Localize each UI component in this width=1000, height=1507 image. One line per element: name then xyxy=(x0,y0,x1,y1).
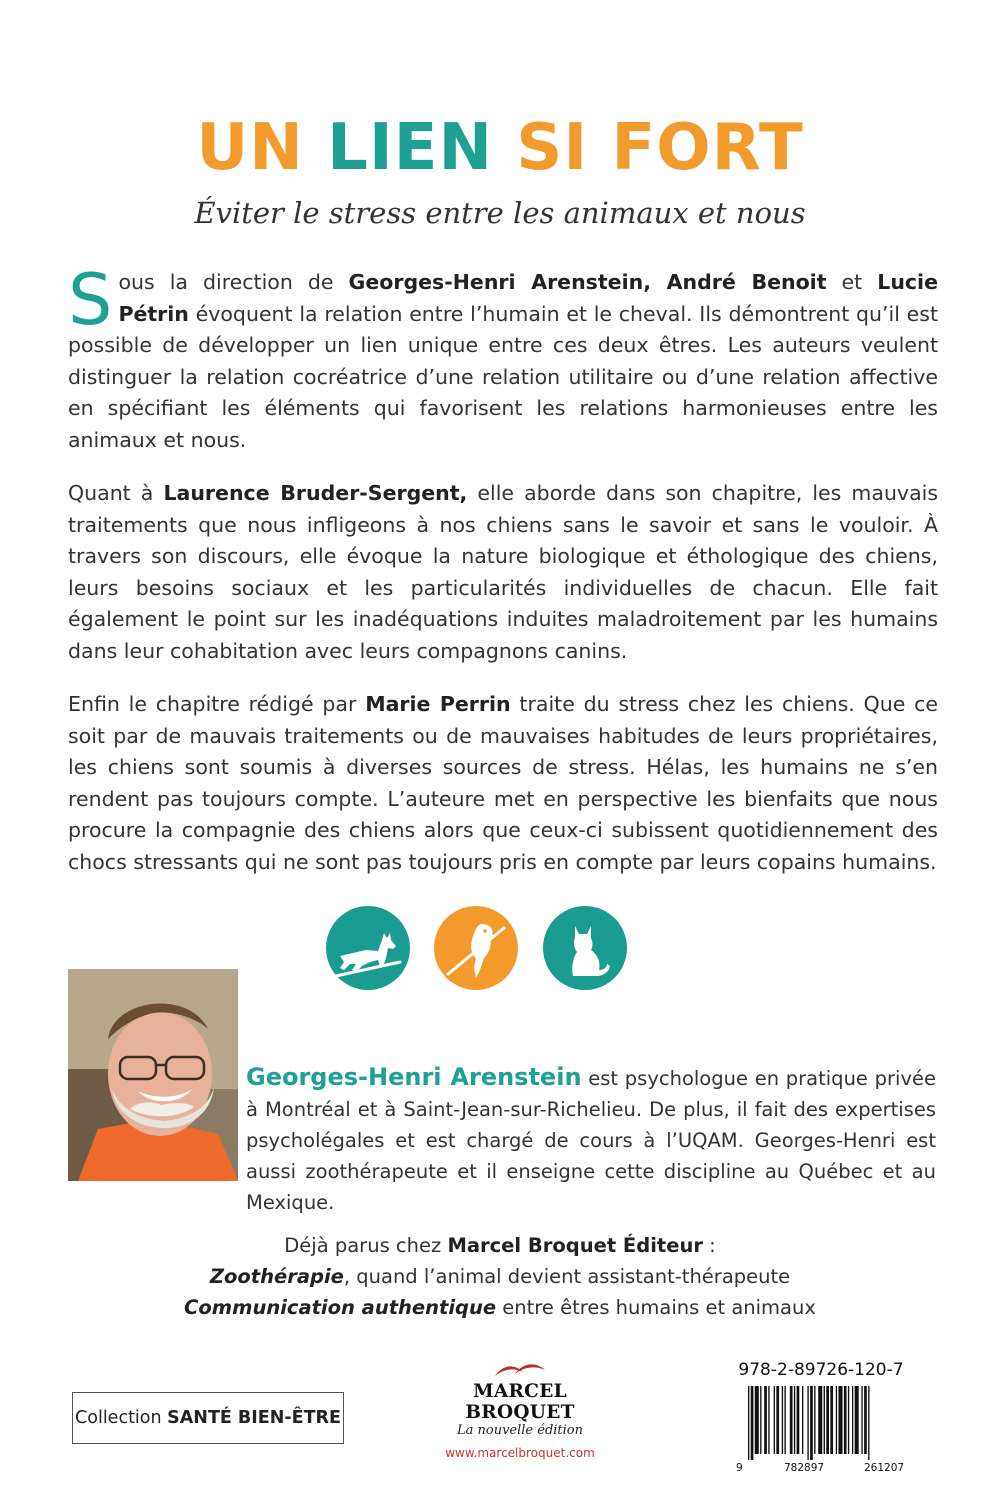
author-bio xyxy=(246,1062,936,1218)
p3-text-1: Enfin le chapitre rédigé par xyxy=(68,692,366,716)
barcode-digits-middle: 782897 xyxy=(784,1462,825,1474)
barcode-bar xyxy=(802,1386,803,1454)
barcode-bar xyxy=(814,1386,815,1454)
p3-text-2: traite du stress chez les chiens. Que ce soit par de mauvais traitements ou de mauvaises habitudes de leurs propriétaires, les chiens sont soumis à diverses sources de stress. Hélas, les humains ne s’en rendent pas toujours compte. L’auteure met en perspective les bienfaits que nous procure la compagnie des chiens alors que ceux-ci subissent quotidiennement des chocs stressants qui ne sont pas toujours pris en compte par leurs copains humains. xyxy=(68,692,938,874)
barcode-bar xyxy=(751,1386,754,1460)
barcode-bar xyxy=(826,1386,829,1454)
title-word-un: UN xyxy=(196,111,304,185)
barcode-bar xyxy=(855,1386,859,1454)
author-photo xyxy=(68,969,238,1181)
barcode-bar xyxy=(784,1386,785,1454)
book-title xyxy=(0,108,1000,188)
description-paragraph-1 xyxy=(68,259,938,457)
prev-publisher: Marcel Broquet Éditeur xyxy=(447,1234,703,1257)
prev-book-desc-1: , quand l’animal devient assistant-thérapeute xyxy=(343,1265,791,1288)
title-word-si-fort: SI FORT xyxy=(516,111,804,185)
p2-text-2: elle aborde dans son chapitre, les mauvais traitements que nous infligeons à nos chiens sans le savoir et sans le vouloir. À travers son discours, elle évoque la nature biologique et éthologique des chiens, leurs besoins sociaux et les particularités individuelles de chacun. Elle fait également le point sur les inadéquations induites maladroitement par les humains dans leur cohabitation avec leurs compagnons canins. xyxy=(68,481,939,663)
cat-icon xyxy=(543,906,627,990)
collection-prefix: Collection xyxy=(75,1408,168,1428)
barcode-bar xyxy=(844,1386,847,1454)
prev-book-desc-2: entre êtres humains et animaux xyxy=(496,1296,816,1319)
book-subtitle: Éviter le stress entre les animaux et nous xyxy=(194,196,806,230)
publisher-name: MARCEL BROQUET xyxy=(465,1381,575,1423)
barcode-bar xyxy=(760,1386,761,1454)
parrot-icon xyxy=(434,906,518,990)
barcode-digit-first: 9 xyxy=(736,1462,743,1474)
barcode-bar xyxy=(864,1386,867,1454)
barcode-bar xyxy=(824,1386,825,1454)
p1-authors-bold: Georges-Henri Arenstein, André Benoit xyxy=(348,270,827,294)
barcode-bar xyxy=(790,1386,793,1454)
barcode-bar xyxy=(768,1386,769,1454)
barcode-bar xyxy=(774,1386,775,1454)
dog-icon xyxy=(326,906,410,990)
barcode-bar xyxy=(848,1386,849,1454)
publisher-url[interactable]: www.marcelbroquet.com xyxy=(445,1446,595,1460)
prev-line-3 xyxy=(0,1292,1000,1323)
prev-prefix: Déjà parus chez xyxy=(284,1234,448,1257)
barcode-bar xyxy=(755,1386,759,1454)
barcode-bar xyxy=(794,1386,795,1454)
description-paragraph-3 xyxy=(68,689,938,879)
barcode-bar xyxy=(764,1386,767,1454)
publisher-tagline: La nouvelle édition xyxy=(456,1423,584,1438)
barcode-bar xyxy=(797,1386,800,1454)
barcode-bar xyxy=(868,1386,869,1460)
barcode-digits-last: 261207 xyxy=(864,1462,905,1474)
barcode-bar xyxy=(776,1386,779,1454)
previously-published xyxy=(0,1230,1000,1323)
barcode-bar xyxy=(748,1386,749,1460)
drop-cap: S xyxy=(68,259,113,341)
barcode-bar xyxy=(830,1386,833,1454)
barcode-bar xyxy=(818,1386,822,1454)
p1-text-2: et xyxy=(826,270,878,294)
p2-author-bold: Laurence Bruder-Sergent, xyxy=(163,481,468,505)
publisher-block xyxy=(420,1362,620,1460)
bio-text: est psychologue en pratique privée à Montréal et à Saint-Jean-sur-Richelieu. De plus, il fait des expertises psycholégales et est chargé de cours à l’UQAM. Georges-Henri est aussi zoothérapeute et il enseigne cette discipline au Québec et au Mexique. xyxy=(246,1067,936,1214)
p2-text-1: Quant à xyxy=(68,481,164,505)
prev-line-2 xyxy=(0,1261,1000,1292)
p1-text-1: ous la direction de xyxy=(118,270,349,294)
barcode-bar xyxy=(836,1386,837,1454)
prev-book-title-1: Zoothérapie xyxy=(209,1265,344,1288)
bio-author-name: Georges-Henri Arenstein xyxy=(246,1063,582,1091)
collection-label xyxy=(72,1392,344,1444)
barcode-bar xyxy=(838,1386,842,1454)
isbn-number: 978-2-89726-120-7 xyxy=(738,1360,904,1380)
barcode-bar xyxy=(852,1386,853,1454)
p1-author-bold-2: Lucie Pétrin xyxy=(118,270,938,326)
prev-suffix: : xyxy=(702,1234,716,1257)
barcode xyxy=(736,1386,936,1460)
publisher-logo-icon xyxy=(493,1362,547,1378)
barcode-bar xyxy=(807,1386,808,1460)
prev-book-title-2: Communication authentique xyxy=(184,1296,497,1319)
collection-name: SANTÉ BIEN-ÊTRE xyxy=(167,1408,341,1428)
barcode-bar xyxy=(810,1386,813,1460)
prev-line-1 xyxy=(0,1230,1000,1261)
p3-author-bold: Marie Perrin xyxy=(365,692,511,716)
p1-text-3: évoquent la relation entre l’humain et le cheval. Ils démontrent qu’il est possible de développer un lien unique entre ces deux êtres. Les auteurs veulent distinguer la relation cocréatrice d’une relation utilitaire ou d’une relation affective en spécifiant les éléments qui favorisent les relations harmonieuses entre les animaux et nous. xyxy=(68,301,938,452)
title-word-lien: LIEN xyxy=(327,111,494,185)
barcode-bar xyxy=(782,1386,783,1454)
description-paragraph-2 xyxy=(68,478,938,668)
barcode-bar xyxy=(861,1386,862,1454)
